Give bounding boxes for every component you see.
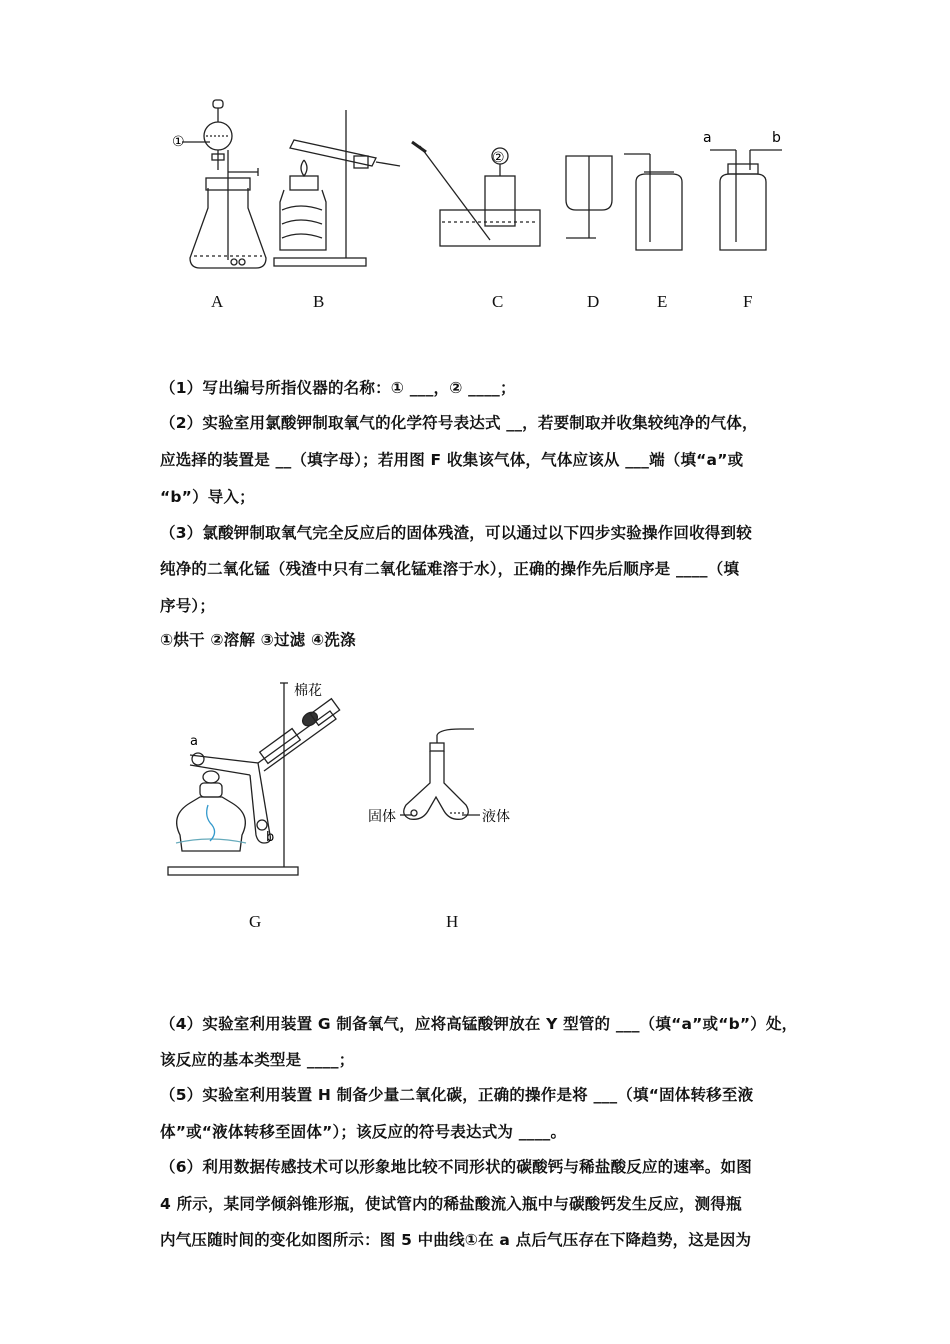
label-c: C <box>492 292 504 311</box>
apparatus-a <box>182 100 266 268</box>
label-e: E <box>657 292 668 311</box>
question-3-line-3: 序号）； <box>160 597 216 615</box>
apparatus-figure-a-f <box>150 90 810 280</box>
question-6-line-3: 内气压随时间的变化如图所示：图 5 中曲线①在 a 点后气压存在下降趋势，这是因为 <box>160 1231 752 1249</box>
marker-1-label: ① <box>172 134 185 150</box>
position-b-label: b <box>266 830 275 845</box>
label-a: A <box>211 292 224 311</box>
question-5-line-1: （5）实验室利用装置 H 制备少量二氧化碳，正确的操作是将 ___（填“固体转移至液 <box>160 1086 754 1104</box>
question-2-line-1: （2）实验室用氯酸钾制取氧气的化学符号表达式 __，若要制取并收集较纯净的气体， <box>160 414 758 432</box>
question-2-line-3: “b”）导入； <box>160 488 255 506</box>
position-a-label: a <box>190 734 198 749</box>
solid-label: 固体 <box>368 809 396 825</box>
question-2-line-2: 应选择的装置是 __（填字母）；若用图 F 收集该气体，气体应该从 ___端（填“a”或 <box>160 451 744 469</box>
question-4-line-2: 该反应的基本类型是 ____； <box>160 1051 355 1069</box>
label-b: B <box>313 292 325 311</box>
label-g: G <box>249 912 262 931</box>
port-a-label: a <box>703 130 712 146</box>
label-h: H <box>446 912 459 931</box>
cotton-label: 棉花 <box>294 683 322 699</box>
apparatus-h <box>400 729 480 819</box>
port-b-label: b <box>772 130 781 146</box>
apparatus-d <box>566 156 612 238</box>
apparatus-c <box>412 142 540 246</box>
question-4-line-1: （4）实验室利用装置 G 制备氧气，应将高锰酸钾放在 Y 型管的 ___（填“a”或“b”）处， <box>160 1015 798 1033</box>
question-5-line-2: 体”或“液体转移至固体”）；该反应的符号表达式为 ____。 <box>160 1123 567 1141</box>
marker-2-label: ② <box>492 150 505 166</box>
question-1: （1）写出编号所指仪器的名称：① ___，② ____； <box>160 379 516 397</box>
apparatus-b <box>274 110 400 266</box>
question-3-line-1: （3）氯酸钾制取氧气完全反应后的固体残渣，可以通过以下四步实验操作回收得到较 <box>160 524 752 542</box>
apparatus-figure-g-h <box>160 675 540 890</box>
label-f: F <box>743 292 753 311</box>
apparatus-g <box>168 683 340 875</box>
question-6-line-2: 4 所示，某同学倾斜锥形瓶，使试管内的稀盐酸流入瓶中与碳酸钙发生反应，测得瓶 <box>160 1195 742 1213</box>
label-d: D <box>587 292 600 311</box>
apparatus-f <box>710 150 782 250</box>
question-6-line-1: （6）利用数据传感技术可以形象地比较不同形状的碳酸钙与稀盐酸反应的速率。如图 <box>160 1158 752 1176</box>
liquid-label: 液体 <box>482 809 510 825</box>
question-3-operations: ①烘干 ②溶解 ③过滤 ④洗涤 <box>160 631 356 649</box>
apparatus-e <box>624 154 682 250</box>
question-3-line-2: 纯净的二氧化锰（残渣中只有二氧化锰难溶于水），正确的操作先后顺序是 ____（填 <box>160 560 740 578</box>
